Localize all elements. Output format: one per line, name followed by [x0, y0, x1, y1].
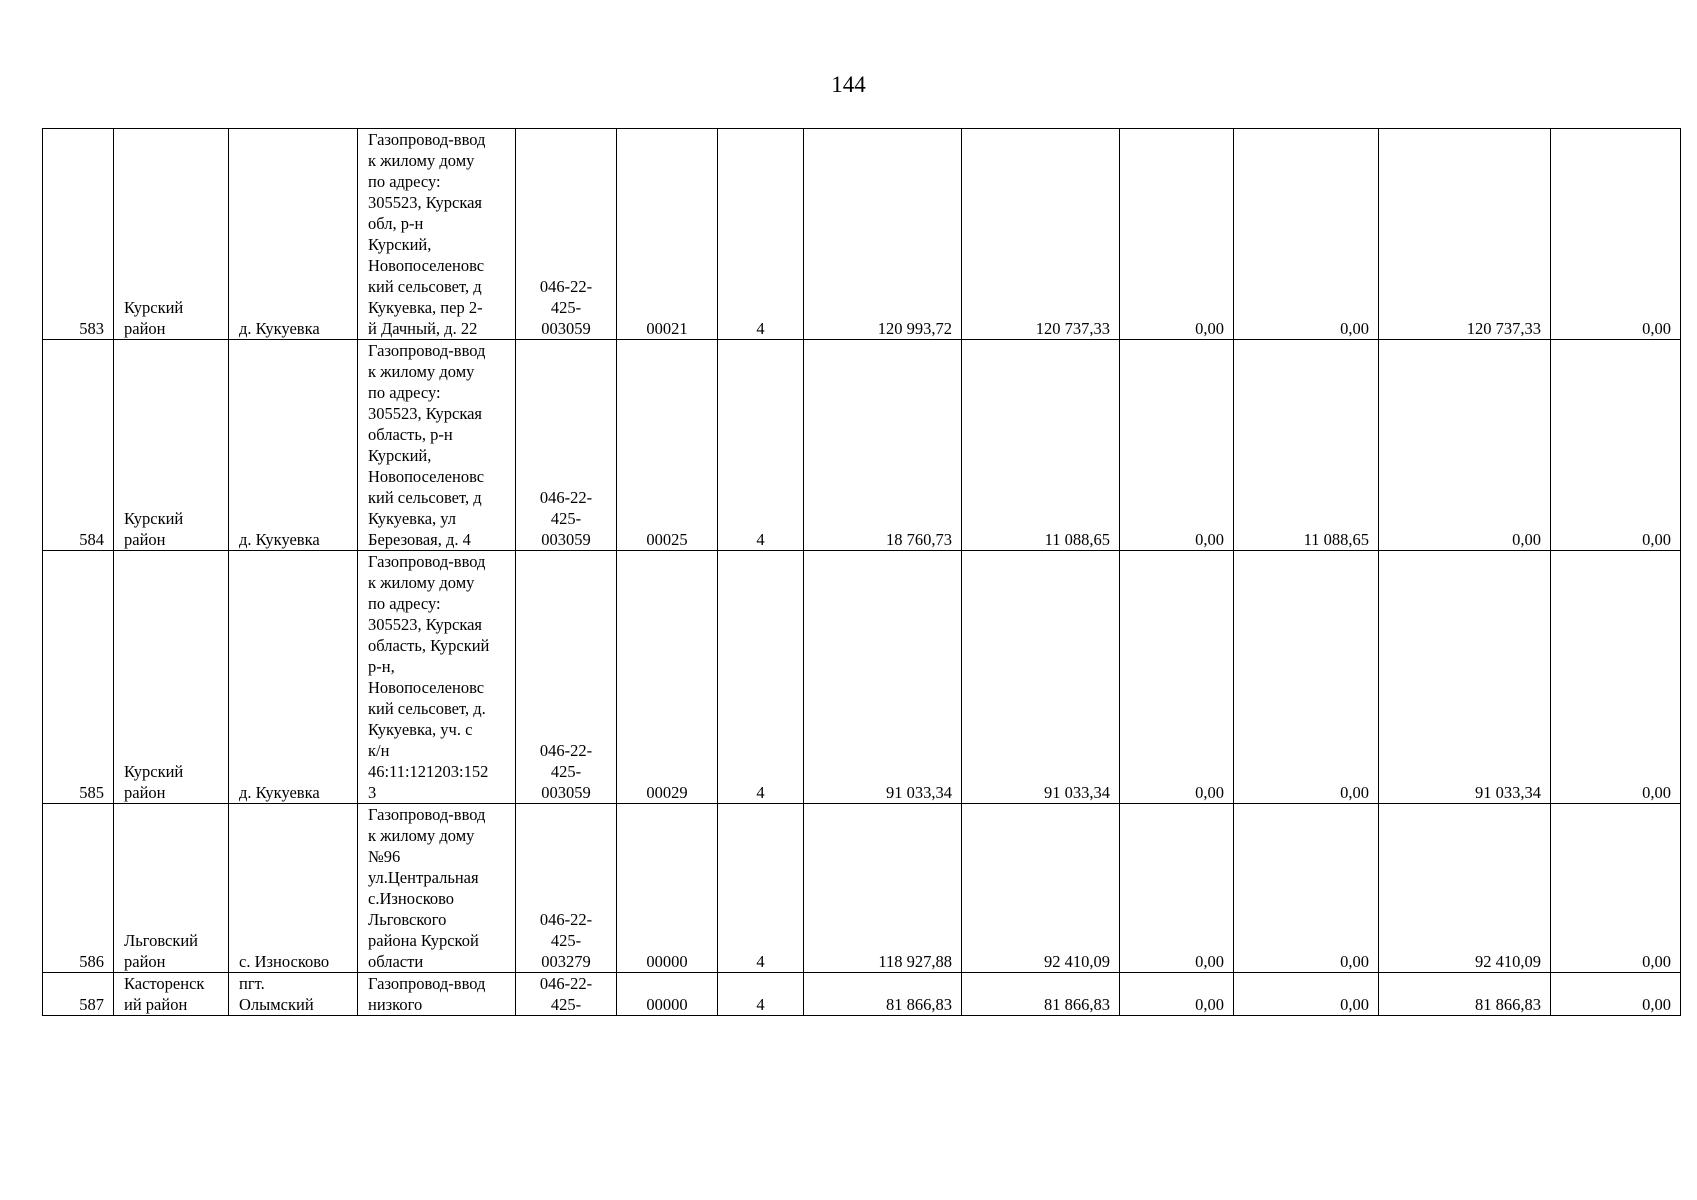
value-5-cell: 0,00: [1379, 340, 1551, 551]
group-cell: 4: [718, 804, 804, 973]
page-number: 144: [831, 72, 866, 97]
settlement-cell: д. Кукуевка: [229, 340, 358, 551]
value-5-cell: 91 033,34: [1379, 551, 1551, 804]
code-cell: 046-22- 425- 003059: [516, 340, 617, 551]
row-number: 585: [43, 551, 114, 804]
value-1-cell: 118 927,88: [804, 804, 962, 973]
value-2-cell: 120 737,33: [962, 129, 1120, 340]
value-5-cell: 92 410,09: [1379, 804, 1551, 973]
value-3-cell: 0,00: [1120, 551, 1234, 804]
value-2-cell: 81 866,83: [962, 973, 1120, 1016]
district-cell: Курский район: [114, 551, 229, 804]
table-row: [43, 804, 1681, 973]
value-4-cell: 0,00: [1234, 973, 1379, 1016]
group-cell: 4: [718, 973, 804, 1016]
subcode-cell: 00000: [617, 804, 718, 973]
value-6-cell: 0,00: [1551, 551, 1681, 804]
code-cell: 046-22- 425-: [516, 973, 617, 1016]
code-cell: 046-22- 425- 003279: [516, 804, 617, 973]
value-4-cell: 0,00: [1234, 129, 1379, 340]
table-row: [43, 340, 1681, 551]
district-cell: Курский район: [114, 340, 229, 551]
table-row: [43, 551, 1681, 804]
value-4-cell: 11 088,65: [1234, 340, 1379, 551]
object-cell: Газопровод-ввод к жилому дому по адресу: 305523, Курская область, р-н Курский, Новопоселеновс кий сельсовет, д Кукуевка, ул Березовая, д. 4: [358, 340, 516, 551]
table-row: [43, 973, 1681, 1016]
settlement-cell: д. Кукуевка: [229, 129, 358, 340]
value-5-cell: 81 866,83: [1379, 973, 1551, 1016]
group-cell: 4: [718, 551, 804, 804]
value-3-cell: 0,00: [1120, 973, 1234, 1016]
row-number: 583: [43, 129, 114, 340]
object-cell: Газопровод-ввод к жилому дому по адресу: 305523, Курская обл, р-н Курский, Новопоселеновс кий сельсовет, д Кукуевка, пер 2- й Дачный, д. 22: [358, 129, 516, 340]
value-6-cell: 0,00: [1551, 340, 1681, 551]
group-cell: 4: [718, 340, 804, 551]
register-table: [42, 128, 1681, 1016]
district-cell: Льговский район: [114, 804, 229, 973]
subcode-cell: 00021: [617, 129, 718, 340]
row-number: 586: [43, 804, 114, 973]
value-1-cell: 81 866,83: [804, 973, 962, 1016]
code-cell: 046-22- 425- 003059: [516, 129, 617, 340]
code-cell: 046-22- 425- 003059: [516, 551, 617, 804]
value-2-cell: 11 088,65: [962, 340, 1120, 551]
district-cell: Курский район: [114, 129, 229, 340]
value-1-cell: 91 033,34: [804, 551, 962, 804]
subcode-cell: 00000: [617, 973, 718, 1016]
value-4-cell: 0,00: [1234, 551, 1379, 804]
value-5-cell: 120 737,33: [1379, 129, 1551, 340]
object-cell: Газопровод-ввод к жилому дому №96 ул.Центральная с.Износково Льговского района Курской области: [358, 804, 516, 973]
value-6-cell: 0,00: [1551, 973, 1681, 1016]
subcode-cell: 00029: [617, 551, 718, 804]
object-cell: Газопровод-ввод низкого: [358, 973, 516, 1016]
value-3-cell: 0,00: [1120, 804, 1234, 973]
settlement-cell: д. Кукуевка: [229, 551, 358, 804]
value-3-cell: 0,00: [1120, 129, 1234, 340]
row-number: 587: [43, 973, 114, 1016]
row-number: 584: [43, 340, 114, 551]
settlement-cell: пгт. Олымский: [229, 973, 358, 1016]
value-1-cell: 120 993,72: [804, 129, 962, 340]
value-4-cell: 0,00: [1234, 804, 1379, 973]
subcode-cell: 00025: [617, 340, 718, 551]
value-1-cell: 18 760,73: [804, 340, 962, 551]
object-cell: Газопровод-ввод к жилому дому по адресу: 305523, Курская область, Курский р-н, Новопоселеновс кий сельсовет, д. Кукуевка, уч. с к/н 46:11:121203:152 3: [358, 551, 516, 804]
value-2-cell: 92 410,09: [962, 804, 1120, 973]
group-cell: 4: [718, 129, 804, 340]
table-row: [43, 129, 1681, 340]
district-cell: Касторенск ий район: [114, 973, 229, 1016]
value-2-cell: 91 033,34: [962, 551, 1120, 804]
value-6-cell: 0,00: [1551, 129, 1681, 340]
settlement-cell: с. Износково: [229, 804, 358, 973]
value-6-cell: 0,00: [1551, 804, 1681, 973]
value-3-cell: 0,00: [1120, 340, 1234, 551]
